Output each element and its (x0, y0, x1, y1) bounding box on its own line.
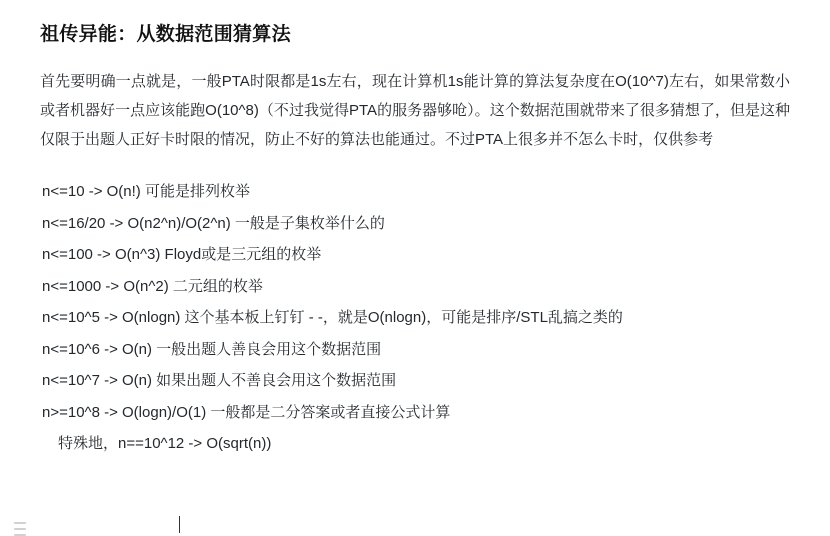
list-item: n<=100 -> O(n^3) Floyd或是三元组的枚举 (42, 246, 322, 264)
list-item: n<=10 -> O(n!) 可能是排列枚举 (42, 183, 250, 201)
list-item: n<=1000 -> O(n^2) 二元组的枚举 (42, 277, 263, 295)
text-caret (179, 516, 180, 533)
list-item: n<=16/20 -> O(n2^n)/O(2^n) 一般是子集枚举什么的 (42, 214, 385, 232)
complexity-list (40, 176, 790, 460)
drag-handle-icon[interactable] (14, 522, 26, 536)
list-item: n<=10^6 -> O(n) 一般出题人善良会用这个数据范围 (42, 340, 382, 358)
intro-paragraph: 首先要明确一点就是，一般PTA时限都是1s左右，现在计算机1s能计算的算法复杂度在O(10^7)左右，如果常数小或者机器好一点应该能跑O(10^8)（不过我觉得PTA的服务器够呛）。这个数据范围就带来了很多猜想了，但是这种仅限于出题人正好卡时限的情况，防止不好的算法也能通过。不过PTA上很多并不怎么卡时，仅供参考 (40, 72, 790, 149)
list-item: n<=10^5 -> O(nlogn) 这个基本板上钉钉 - -，就是O(nlogn)，可能是排序/STL乱搞之类的 (42, 309, 623, 327)
list-item: n<=10^7 -> O(n) 如果出题人不善良会用这个数据范围 (42, 372, 397, 390)
list-item: n>=10^8 -> O(logn)/O(1) 一般都是二分答案或者直接公式计算 (42, 403, 451, 421)
page-title: 祖传异能：从数据范围猜算法 (40, 24, 291, 45)
list-item: 特殊地，n==10^12 -> O(sqrt(n)) (58, 435, 272, 453)
